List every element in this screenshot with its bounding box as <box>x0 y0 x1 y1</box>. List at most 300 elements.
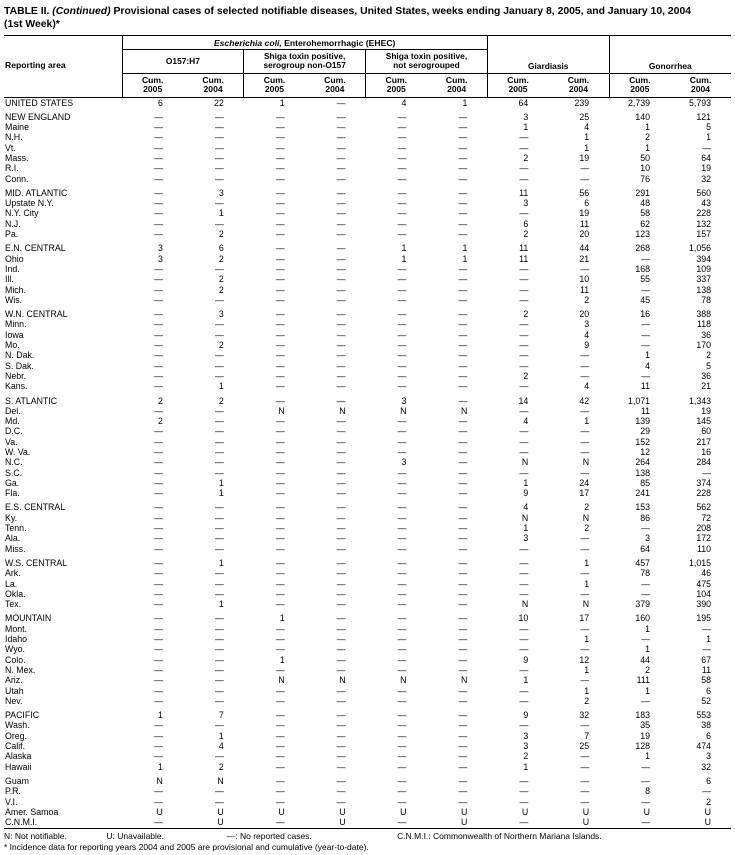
value-cell: U <box>339 817 346 828</box>
value-cell: U <box>460 806 468 817</box>
value-cell: — <box>397 111 407 122</box>
value-cell: — <box>214 502 224 513</box>
value-cell: U <box>217 817 224 828</box>
value-cell: 337 <box>696 274 711 285</box>
table-row <box>4 437 731 447</box>
value-cell: — <box>336 477 346 488</box>
value-cell: — <box>336 695 346 706</box>
reporting-area-cell: Mo. <box>5 340 20 351</box>
value-cell: 1 <box>584 578 590 589</box>
value-cell: — <box>397 447 407 457</box>
value-cell: — <box>519 543 529 554</box>
value-cell: 3 <box>523 111 529 122</box>
reporting-area-cell: Upstate N.Y. <box>5 198 54 209</box>
value-cell: — <box>397 741 407 752</box>
table-row <box>4 188 731 198</box>
value-cell: — <box>458 187 468 198</box>
year-label: 2005 <box>143 84 163 94</box>
title-continued: (Continued) <box>52 6 111 17</box>
value-cell: — <box>275 111 285 122</box>
value-cell: — <box>519 163 529 174</box>
value-cell: — <box>154 263 163 274</box>
value-cell: — <box>702 467 711 478</box>
value-cell: — <box>641 253 651 264</box>
table-row <box>4 513 731 523</box>
value-cell: — <box>275 274 285 285</box>
value-cell: 6 <box>523 218 529 229</box>
reporting-area-cell: W.S. CENTRAL <box>5 557 68 568</box>
value-cell: — <box>154 644 163 655</box>
value-cell: 6 <box>218 243 224 254</box>
value-cell: — <box>458 467 468 478</box>
table-row <box>4 544 731 554</box>
table-row <box>4 488 731 498</box>
value-cell: — <box>641 329 651 340</box>
value-cell: 388 <box>696 309 711 320</box>
value-cell: 390 <box>696 599 711 610</box>
table-row <box>4 457 731 467</box>
value-cell: — <box>154 309 163 320</box>
value-cell: 195 <box>696 613 711 624</box>
value-cell: U <box>704 806 711 817</box>
reporting-area-cell: Fla. <box>5 488 20 499</box>
value-cell: 1 <box>218 208 224 219</box>
value-cell: 12 <box>579 654 590 665</box>
value-cell: — <box>214 543 224 554</box>
giardiasis-header-spacer <box>487 36 609 50</box>
value-cell: — <box>154 488 163 499</box>
value-cell: — <box>397 142 407 153</box>
reporting-area-cell: Tex. <box>5 599 22 610</box>
value-cell: — <box>580 263 590 274</box>
value-cell: — <box>275 685 285 696</box>
reporting-area-cell: W.N. CENTRAL <box>5 309 68 320</box>
value-cell: — <box>275 173 285 184</box>
value-cell: 10 <box>579 274 590 285</box>
value-cell: — <box>519 786 529 797</box>
value-cell: 1 <box>218 381 224 392</box>
value-cell: — <box>336 122 346 133</box>
value-cell: — <box>397 613 407 624</box>
value-cell: — <box>214 654 224 665</box>
value-cell: — <box>458 557 468 568</box>
value-cell: — <box>397 568 407 579</box>
table-row <box>4 478 731 488</box>
value-cell: 25 <box>579 741 590 752</box>
value-cell: — <box>336 523 346 534</box>
value-cell: — <box>275 360 285 371</box>
value-cell: — <box>458 512 468 523</box>
value-cell: — <box>397 533 407 544</box>
value-cell: 1 <box>523 477 529 488</box>
reporting-area-cell: D.C. <box>5 426 23 437</box>
table-row <box>4 319 731 329</box>
value-cell: — <box>154 741 163 752</box>
value-cell: — <box>275 426 285 437</box>
value-cell: — <box>580 568 590 579</box>
value-cell: — <box>458 644 468 655</box>
value-cell: 139 <box>635 416 651 427</box>
value-cell: 168 <box>635 263 651 274</box>
value-cell: 9 <box>523 654 529 665</box>
value-cell: — <box>397 163 407 174</box>
reporting-area-cell: S.C. <box>5 467 23 478</box>
value-cell: — <box>458 623 468 634</box>
value-cell: — <box>336 218 346 229</box>
value-cell: 62 <box>640 218 651 229</box>
value-cell: — <box>214 578 224 589</box>
value-cell: — <box>397 122 407 133</box>
value-cell: — <box>519 568 529 579</box>
value-cell: 1,343 <box>688 395 711 406</box>
value-cell: — <box>641 817 651 828</box>
value-cell: 8 <box>645 786 651 797</box>
value-cell: — <box>336 163 346 174</box>
value-cell: 1 <box>645 751 651 762</box>
value-cell: — <box>275 132 285 143</box>
value-cell: — <box>214 751 224 762</box>
value-cell: — <box>336 557 346 568</box>
table-row <box>4 264 731 274</box>
value-cell: — <box>580 775 590 786</box>
legend-cnmi: C.N.M.I.: Commonwealth of Northern Mariana Islands. <box>397 831 602 842</box>
value-cell: — <box>214 405 224 416</box>
value-cell: 2 <box>523 229 529 240</box>
value-cell: — <box>458 173 468 184</box>
value-cell: — <box>336 416 346 427</box>
value-cell: 78 <box>701 294 711 305</box>
value-cell: 2 <box>218 284 224 295</box>
value-cell: 1 <box>645 644 651 655</box>
value-cell: N <box>339 405 346 416</box>
value-cell: — <box>519 426 529 437</box>
value-cell: — <box>336 623 346 634</box>
value-cell: — <box>397 751 407 762</box>
reporting-area-cell: R.I. <box>5 163 19 174</box>
table-row <box>4 219 731 229</box>
value-cell: — <box>519 340 529 351</box>
value-cell: 291 <box>635 187 651 198</box>
value-cell: — <box>580 675 590 686</box>
value-cell: — <box>397 274 407 285</box>
value-cell: 10 <box>518 613 529 624</box>
value-cell: — <box>458 796 468 807</box>
reporting-area-cell: Guam <box>5 775 29 786</box>
value-cell: — <box>336 436 346 447</box>
value-cell: — <box>397 664 407 675</box>
value-cell: — <box>397 695 407 706</box>
value-cell: — <box>458 360 468 371</box>
value-cell: 19 <box>579 152 590 163</box>
value-cell: 208 <box>696 523 711 534</box>
value-cell: — <box>458 152 468 163</box>
table-row <box>4 665 731 675</box>
reporting-area-cell: N.H. <box>5 132 23 143</box>
value-cell: — <box>214 350 224 361</box>
value-cell: — <box>519 557 529 568</box>
reporting-area-cell: Miss. <box>5 543 26 554</box>
gonorrhea-header-spacer <box>609 36 731 50</box>
reporting-area-cell: Ky. <box>5 512 18 523</box>
table-row <box>4 751 731 761</box>
table-row <box>4 655 731 665</box>
value-cell: — <box>397 578 407 589</box>
value-cell: — <box>214 142 224 153</box>
value-cell: — <box>458 613 468 624</box>
value-cell: 1 <box>279 654 285 665</box>
value-cell: — <box>154 817 163 828</box>
value-cell: — <box>397 309 407 320</box>
reporting-area-cell: Oreg. <box>5 730 28 741</box>
value-cell: — <box>458 775 468 786</box>
value-cell: — <box>275 294 285 305</box>
value-cell: — <box>275 578 285 589</box>
value-cell: 36 <box>701 329 711 340</box>
value-cell: — <box>336 309 346 320</box>
value-cell: 29 <box>640 426 651 437</box>
table-row <box>4 174 731 184</box>
value-cell: 50 <box>640 152 651 163</box>
reporting-area-cell: W. Va. <box>5 447 31 457</box>
value-cell: — <box>214 163 224 174</box>
reporting-area-cell: MOUNTAIN <box>5 613 52 624</box>
value-cell: 19 <box>701 405 711 416</box>
value-cell: — <box>154 284 163 295</box>
value-cell: — <box>336 613 346 624</box>
value-cell: 16 <box>640 309 651 320</box>
non-o157-line2: serogroup non-O157 <box>263 60 346 71</box>
reporting-area-cell: Ill. <box>5 274 14 285</box>
reporting-area-cell: Vt. <box>5 142 16 153</box>
cum-2005-header <box>122 73 183 97</box>
value-cell: 2 <box>584 523 590 534</box>
value-cell: — <box>397 685 407 696</box>
table-row <box>4 468 731 478</box>
ehec-italic-label: Escherichia coli, <box>213 37 282 48</box>
value-cell: 44 <box>579 243 590 254</box>
region-group <box>4 609 731 706</box>
value-cell: 19 <box>701 163 711 174</box>
value-cell: — <box>336 685 346 696</box>
value-cell: 553 <box>696 710 711 721</box>
table-row <box>4 285 731 295</box>
value-cell: — <box>154 685 163 696</box>
reporting-area-cell: N. Dak. <box>5 350 35 361</box>
value-cell: 1 <box>157 761 163 772</box>
value-cell: 394 <box>696 253 711 264</box>
value-cell: — <box>580 467 590 478</box>
value-cell: 284 <box>696 457 711 468</box>
region-group <box>4 108 731 184</box>
value-cell: — <box>641 340 651 351</box>
value-cell: 4 <box>218 741 224 752</box>
value-cell: — <box>154 274 163 285</box>
value-cell: — <box>458 350 468 361</box>
cum-2005-header <box>366 73 427 97</box>
value-cell: — <box>275 416 285 427</box>
reporting-area-header: Reporting area <box>4 36 122 98</box>
value-cell: — <box>336 253 346 264</box>
value-cell: 1 <box>584 142 590 153</box>
reporting-area-cell: Nebr. <box>5 370 27 381</box>
value-cell: — <box>154 751 163 762</box>
value-cell: 104 <box>696 588 711 599</box>
value-cell: — <box>397 623 407 634</box>
value-cell: — <box>702 644 711 655</box>
value-cell: 475 <box>696 578 711 589</box>
value-cell: 5 <box>706 122 711 133</box>
value-cell: 3 <box>523 198 529 209</box>
value-cell: — <box>275 623 285 634</box>
value-cell: 153 <box>635 502 651 513</box>
value-cell: 3 <box>523 730 529 741</box>
value-cell: 2 <box>523 751 529 762</box>
table-row <box>4 675 731 685</box>
value-cell: 19 <box>579 208 590 219</box>
value-cell: — <box>154 467 163 478</box>
value-cell: — <box>154 613 163 624</box>
value-cell: — <box>580 720 590 731</box>
value-cell: — <box>336 263 346 274</box>
value-cell: — <box>154 163 163 174</box>
footnotes <box>4 828 731 853</box>
value-cell: 6 <box>584 198 590 209</box>
value-cell: — <box>336 599 346 610</box>
value-cell: — <box>336 741 346 752</box>
value-cell: — <box>154 654 163 665</box>
value-cell: 239 <box>574 97 590 108</box>
value-cell: — <box>275 198 285 209</box>
value-cell: 6 <box>157 97 163 108</box>
value-cell: 46 <box>701 568 711 579</box>
value-cell: — <box>275 263 285 274</box>
value-cell: — <box>214 447 224 457</box>
value-cell: — <box>519 208 529 219</box>
reporting-area-cell: V.I. <box>5 796 18 807</box>
value-cell: — <box>519 319 529 330</box>
title-main: Provisional cases of selected notifiable diseases, United States, weeks ending January 8, 2005, and January 10, 2004 <box>110 6 691 17</box>
reporting-area-cell: Nev. <box>5 695 23 706</box>
value-cell: — <box>336 502 346 513</box>
value-cell: — <box>397 796 407 807</box>
value-cell: — <box>154 599 163 610</box>
value-cell: — <box>458 578 468 589</box>
value-cell: — <box>154 533 163 544</box>
value-cell: — <box>154 730 163 741</box>
value-cell: — <box>214 111 224 122</box>
value-cell: — <box>214 634 224 645</box>
value-cell: — <box>519 695 529 706</box>
value-cell: 38 <box>701 720 711 731</box>
cum-2004-header <box>183 73 244 97</box>
value-cell: — <box>275 761 285 772</box>
reporting-area-cell: NEW ENGLAND <box>5 111 71 122</box>
value-cell: — <box>275 695 285 706</box>
value-cell: 2 <box>584 695 590 706</box>
value-cell: 2 <box>706 350 711 361</box>
value-cell: 4 <box>401 97 407 108</box>
table-row <box>4 350 731 360</box>
value-cell: — <box>275 730 285 741</box>
value-cell: — <box>214 173 224 184</box>
value-cell: — <box>641 370 651 381</box>
value-cell: — <box>154 360 163 371</box>
value-cell: 78 <box>640 568 651 579</box>
value-cell: — <box>641 578 651 589</box>
table-row <box>4 295 731 305</box>
value-cell: 4 <box>523 416 529 427</box>
value-cell: — <box>336 350 346 361</box>
reporting-area-cell: S. Dak. <box>5 360 34 371</box>
value-cell: — <box>336 381 346 392</box>
value-cell: — <box>458 599 468 610</box>
value-cell: — <box>397 360 407 371</box>
value-cell: — <box>458 111 468 122</box>
value-cell: — <box>336 786 346 797</box>
value-cell: — <box>214 786 224 797</box>
value-cell: 170 <box>696 340 711 351</box>
value-cell: — <box>275 796 285 807</box>
value-cell: — <box>336 340 346 351</box>
value-cell: 9 <box>523 710 529 721</box>
value-cell: — <box>154 132 163 143</box>
value-cell: — <box>214 623 224 634</box>
value-cell: — <box>397 775 407 786</box>
value-cell: — <box>458 132 468 143</box>
value-cell: — <box>154 198 163 209</box>
value-cell: — <box>519 142 529 153</box>
value-cell: 2 <box>218 340 224 351</box>
value-cell: — <box>641 523 651 534</box>
value-cell: — <box>458 381 468 392</box>
value-cell: — <box>519 350 529 361</box>
value-cell: — <box>154 623 163 634</box>
value-cell: 2 <box>218 761 224 772</box>
value-cell: 217 <box>696 436 711 447</box>
value-cell: U <box>217 806 224 817</box>
table-row <box>4 330 731 340</box>
value-cell: — <box>580 761 590 772</box>
value-cell: — <box>458 588 468 599</box>
giardiasis-header: Giardiasis <box>487 50 609 74</box>
value-cell: — <box>336 488 346 499</box>
value-cell: 2 <box>218 274 224 285</box>
value-cell: — <box>458 685 468 696</box>
value-cell: — <box>580 447 590 457</box>
value-cell: 76 <box>640 173 651 184</box>
value-cell: 4 <box>584 329 590 340</box>
value-cell: — <box>275 142 285 153</box>
value-cell: — <box>519 685 529 696</box>
value-cell: — <box>458 786 468 797</box>
value-cell: — <box>275 588 285 599</box>
value-cell: — <box>641 319 651 330</box>
not-serogrouped-header <box>366 50 488 74</box>
value-cell: 183 <box>635 710 651 721</box>
reporting-area-cell: Kans. <box>5 381 28 392</box>
value-cell: 55 <box>640 274 651 285</box>
value-cell: — <box>336 654 346 665</box>
cum-2004-header <box>548 73 609 97</box>
table-row <box>4 533 731 543</box>
cum-label: Cum. <box>507 74 529 85</box>
value-cell: — <box>458 720 468 731</box>
value-cell: — <box>275 447 285 457</box>
value-cell: 32 <box>579 710 590 721</box>
value-cell: 67 <box>701 654 711 665</box>
value-cell: — <box>458 294 468 305</box>
value-cell: — <box>397 426 407 437</box>
